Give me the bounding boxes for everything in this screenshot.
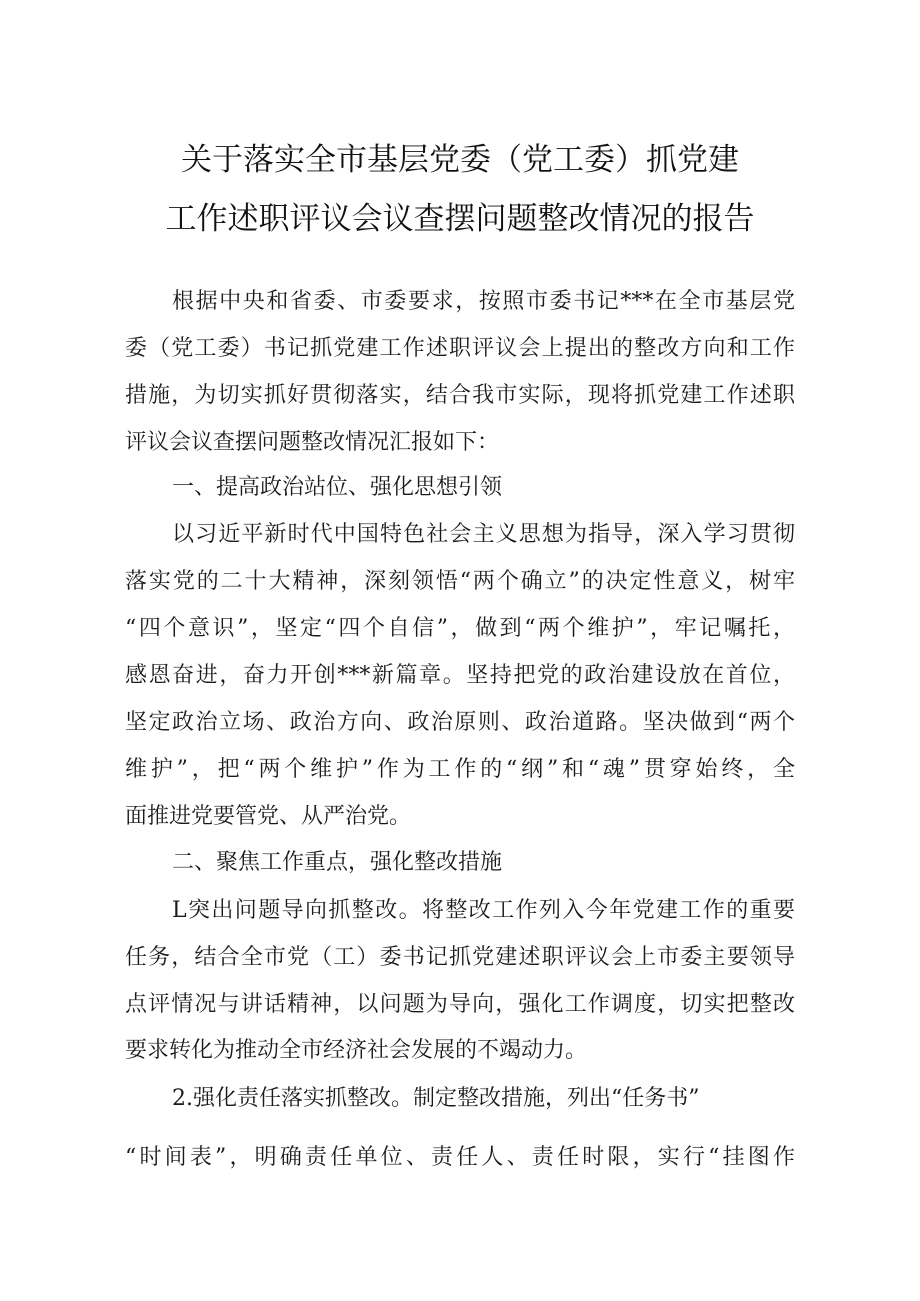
body-line: “四个意识”，坚定“四个自信”，做到“两个维护”，牢记嘱托，: [125, 616, 795, 641]
body-line: 坚定政治立场、政治方向、政治原则、政治道路。坚决做到“两个: [125, 710, 795, 735]
body-line: “时间表”，明确责任单位、责任人、责任时限，实行“挂图作: [125, 1145, 795, 1170]
section-heading: 二、聚焦工作重点，强化整改措施: [172, 850, 503, 875]
body-line: 落实党的二十大精神，深刻领悟“两个确立”的决定性意义，树牢: [125, 569, 795, 594]
body-line: 措施，为切实抓好贯彻落实，结合我市实际，现将抓党建工作述职: [125, 383, 795, 408]
body-line: 2.强化责任落实抓整改。制定整改措施，列出“任务书”: [172, 1086, 700, 1111]
section-heading: 一、提高政治站位、强化思想引领: [172, 475, 503, 500]
body-line: 要求转化为推动全市经济社会发展的不竭动力。: [125, 1038, 588, 1063]
body-line: L突出问题导向抓整改。将整改工作列入今年党建工作的重要: [172, 898, 795, 923]
body-line: 面推进党要管党、从严治党。: [125, 804, 412, 829]
title-line-1: 关于落实全市基层党委（党工委）抓党建: [181, 142, 739, 178]
body-line: 任务，结合全市党（工）委书记抓党建述职评议会上市委主要领导: [125, 945, 795, 970]
body-line: 根据中央和省委、市委要求，按照市委书记***在全市基层党: [172, 289, 795, 314]
body-line: 点评情况与讲话精神，以问题为导向，强化工作调度，切实把整改: [125, 992, 795, 1017]
body-line: 评议会议查摆问题整改情况汇报如下：: [125, 430, 500, 455]
body-line: 感恩奋进，奋力开创***新篇章。坚持把党的政治建设放在首位，: [125, 663, 795, 688]
title-line-2: 工作述职评议会议查摆问题整改情况的报告: [165, 201, 755, 237]
body-line: 委（党工委）书记抓党建工作述职评议会上提出的整改方向和工作: [125, 336, 795, 361]
body-line: 维护”，把“两个维护”作为工作的“纲”和“魂”贯穿始终，全: [125, 757, 795, 782]
body-line: 以习近平新时代中国特色社会主义思想为指导，深入学习贯彻: [172, 522, 795, 547]
